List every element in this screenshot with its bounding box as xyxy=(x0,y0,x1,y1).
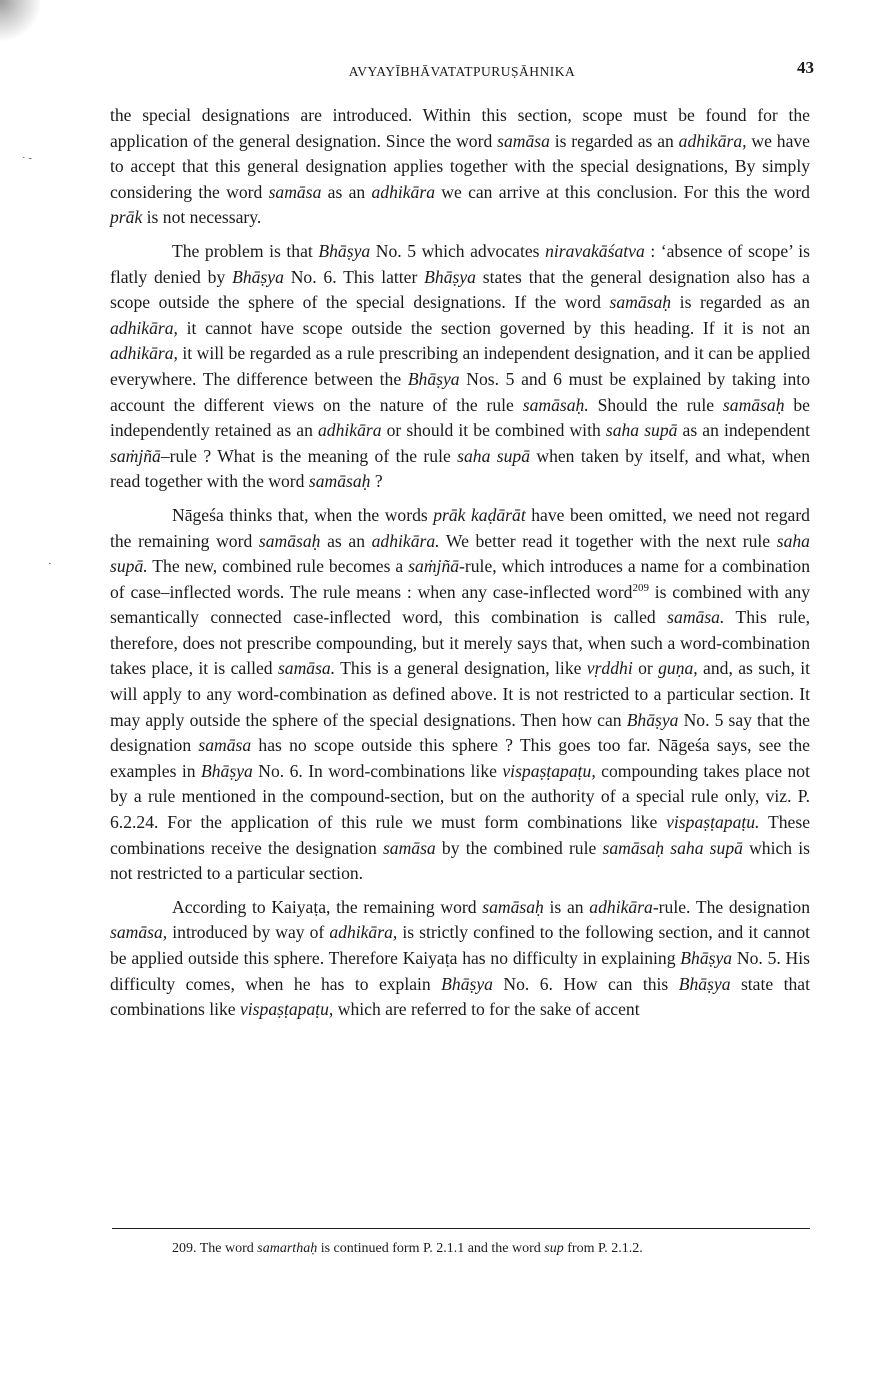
italic-term: adhikāra, xyxy=(110,343,178,364)
italic-term: samāsa xyxy=(198,735,252,756)
text-run: by the combined rule xyxy=(435,837,603,858)
italic-term: Bhāṣya xyxy=(318,240,371,261)
text-run: or should it be combined with xyxy=(381,420,606,441)
text-run: we can arrive at this conclusion. For this the word xyxy=(435,181,810,202)
text-run: which are referred to for the sake of accent xyxy=(333,999,640,1020)
text-run: is combined with any semantically connected case-inflected word, this combination is called xyxy=(110,581,811,628)
footnote-divider xyxy=(112,1228,810,1229)
text-run: it will be regarded as a rule prescribing an independent designation, and it can be applied everywhere. The difference between the xyxy=(110,343,810,389)
italic-term: saṁjñā xyxy=(110,445,161,466)
italic-term: adhikāra. xyxy=(371,530,440,551)
text-run: is regarded as an xyxy=(671,292,810,313)
italic-term: saha supā xyxy=(457,445,530,466)
text-run: which is not restricted to a particular section. xyxy=(110,837,811,884)
footnote-ref: 209 xyxy=(632,581,649,594)
text-run: : ‘absence of scope’ is flatly denied by xyxy=(110,240,810,287)
italic-term: samāsa xyxy=(497,130,550,151)
italic-term: samāsaḥ xyxy=(482,896,544,917)
text-run: No. 6. In word-combinations like xyxy=(252,760,503,781)
italic-term: niravakāśatva xyxy=(545,240,645,261)
italic-term: samāsa xyxy=(268,181,322,202)
text-run: state that combinations like xyxy=(110,973,811,1020)
text-run: The new, combined rule becomes a xyxy=(147,556,409,577)
italic-term: vispaṣṭapaṭu. xyxy=(666,812,760,833)
italic-term: samāsaḥ xyxy=(258,530,321,551)
margin-mark: · xyxy=(48,558,52,570)
page-number: 43 xyxy=(797,58,814,77)
italic-term: samāsaḥ saha supā xyxy=(602,837,743,858)
italic-term: samarthaḥ xyxy=(257,1241,318,1256)
paragraph xyxy=(110,103,810,231)
text-run: ? xyxy=(370,471,383,492)
text-run: as an xyxy=(321,181,372,202)
text-run: and, as such, it will apply to any word-combination as defined above. It is not restricted to a particular section. It may apply outside the sphere of the special designations. Then how can xyxy=(110,658,810,730)
text-run: is not necessary. xyxy=(142,207,262,228)
italic-term: vṛddhi xyxy=(586,658,633,679)
text-run: Should the rule xyxy=(588,394,723,415)
italic-term: samāsa. xyxy=(277,658,336,679)
italic-term: prāk xyxy=(110,207,143,228)
italic-term: sup xyxy=(544,1241,564,1256)
text-run: These combinations receive the designation xyxy=(110,812,810,858)
text-run: No. 6. This latter xyxy=(283,266,425,287)
text-run: No. 6. How can this xyxy=(492,973,679,994)
italic-term: samāsaḥ xyxy=(308,471,371,492)
italic-term: adhikāra xyxy=(589,896,653,917)
text-run: -rule, which introduces a name for a combination of case–inflected words. The rule means : when any case-inflected word xyxy=(110,556,810,602)
text-run: when taken by itself, and what, when read together with the word xyxy=(110,445,811,492)
italic-term: Bhāṣya xyxy=(424,266,476,287)
italic-term: samāsa xyxy=(382,837,436,858)
text-run: compounding takes place not by a rule mentioned in the compound-section, but on the authority of a special rule only, viz. P. 6.2.24. For the application of this rule we must form combinations like xyxy=(110,760,810,833)
scan-shadow xyxy=(0,0,40,60)
text-run: from P. 2.1.2. xyxy=(563,1241,643,1256)
text-run: No. 5 which advocates xyxy=(370,240,546,261)
text-run: we have to accept that this general designation applies together with the special designations, By simply considering the word xyxy=(110,130,810,202)
page-header xyxy=(110,58,814,82)
italic-term: saha supā xyxy=(605,420,678,441)
italic-term: prāk kaḍārāt xyxy=(433,504,526,525)
text-run: Nāgeśa thinks that, when the words xyxy=(172,504,434,525)
italic-term: Bhāṣya xyxy=(626,709,679,730)
italic-term: vispaṣṭapaṭu, xyxy=(239,999,334,1020)
text-run: as an independent xyxy=(677,420,810,441)
text-run: No. 5. His difficulty comes, when he has to explain xyxy=(110,948,810,994)
text-run: have been omitted, we need not regard the remaining word xyxy=(110,504,810,551)
italic-term: Bhāṣya xyxy=(441,973,493,994)
text-run: This is a general designation, like xyxy=(335,658,587,679)
running-title: AVYAYĪBHĀVATATPURUṢĀHNIKA xyxy=(348,64,576,79)
italic-term: Bhāṣya xyxy=(407,368,460,389)
text-run: According to Kaiyaṭa, the remaining word xyxy=(172,896,483,917)
italic-term: guṇa, xyxy=(658,658,698,679)
italic-term: samāsaḥ xyxy=(722,394,785,415)
text-run: states that the general designation also has a scope outside the sphere of the special designations. If the word xyxy=(110,266,810,313)
text-run: it cannot have scope outside the section governed by this heading. If it is not an xyxy=(177,317,810,338)
paragraph xyxy=(110,239,810,495)
text-run: as an xyxy=(320,530,372,551)
text-run: No. 5 say that the designation xyxy=(110,709,810,756)
italic-term: Bhāṣya xyxy=(678,973,731,994)
italic-term: samāsa. xyxy=(667,607,725,628)
text-run: is an xyxy=(543,896,590,917)
body-text xyxy=(110,103,810,1023)
italic-term: adhikāra, xyxy=(678,130,747,151)
text-run: the special designations are introduced. Within this section, scope must be found for the application of the general designation. Since the word xyxy=(110,105,810,151)
italic-term: Bhāṣya xyxy=(232,266,284,287)
text-run: –rule ? What is the meaning of the rule xyxy=(160,445,458,466)
text-run: or xyxy=(632,658,659,679)
italic-term: saṁjñā xyxy=(408,556,460,577)
footnote-text xyxy=(200,1241,643,1256)
italic-term: adhikāra, xyxy=(329,922,398,943)
paragraph xyxy=(110,895,810,1023)
italic-term: Bhāṣya xyxy=(201,760,253,781)
text-run: is strictly confined to the following section, and it cannot be applied outside this sphere. Therefore Kaiyaṭa has no difficulty in explaining xyxy=(110,922,810,968)
text-run: is regarded as an xyxy=(549,130,679,151)
italic-term: adhikāra, xyxy=(110,317,178,338)
text-run: is continued form P. 2.1.1 and the word xyxy=(317,1241,545,1256)
text-run: introduced by way of xyxy=(167,922,330,943)
italic-term: Bhāṣya xyxy=(680,948,733,968)
italic-term: saha supā. xyxy=(110,530,810,577)
italic-term: adhikāra xyxy=(371,181,435,202)
margin-mark: · - xyxy=(22,152,33,164)
text-run: be independently retained as an xyxy=(110,394,810,441)
italic-term: samāsaḥ xyxy=(609,292,672,313)
text-run: Nos. 5 and 6 must be explained by taking into account the different views on the nature of the rule xyxy=(110,368,810,415)
footnote xyxy=(110,1240,810,1258)
text-run: The problem is that xyxy=(172,240,319,261)
italic-term: samāsa, xyxy=(110,922,168,943)
italic-term: samāsaḥ. xyxy=(522,394,589,415)
text-run: The word xyxy=(199,1241,258,1256)
italic-term: adhikāra xyxy=(318,420,382,441)
text-run: We better read it together with the next rule xyxy=(439,530,777,551)
text-run: This rule, therefore, does not prescribe compounding, but it merely says that, when such a word-combination takes place, it is called xyxy=(110,607,810,679)
italic-term: vispaṣṭapaṭu, xyxy=(502,760,596,781)
text-run: -rule. The designation xyxy=(652,896,810,917)
paragraph xyxy=(110,503,810,887)
footnote-number: 209. xyxy=(172,1241,197,1256)
text-run: has no scope outside this sphere ? This goes too far. Nāgeśa says, see the examples in xyxy=(110,735,810,781)
